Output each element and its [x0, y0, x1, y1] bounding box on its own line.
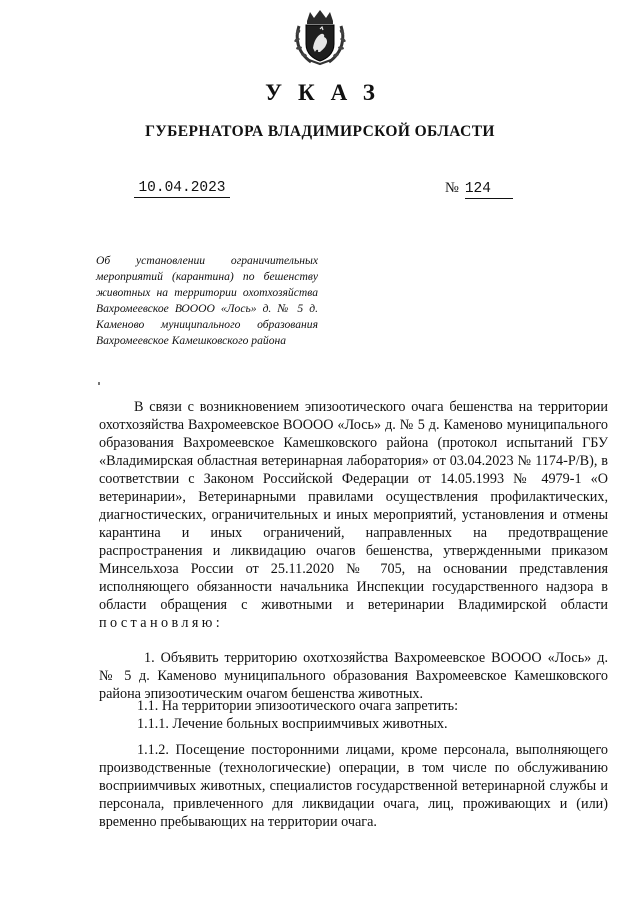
issuer-title: ГУБЕРНАТОРА ВЛАДИМИРСКОЙ ОБЛАСТИ — [145, 123, 495, 140]
number-label: № — [445, 180, 459, 196]
resolve-word: постановляю: — [99, 615, 224, 631]
preamble-text: В связи с возникновением эпизоотического очага бешенства на территории охотхозяйства Вахромеевское ВОООО «Лось» д. № 5 д. Каменово муниципального образования Вахромеевское Камешковского района (протокол испытаний ГБУ «Владимирская областная ветеринарная лаборатория» от 03.04.2023 № 1174-Р/В), в соответствии с Законом Российской Федерации от 14.05.1993 № 4979-1 «О ветеринарии», Ветеринарными правилами осуществления профилактических, диагностических, ограничительных и иных мероприятий, установления и отмены карантина и иных ограничений, направленных на предотвращение распространения и ликвидацию очагов бешенства, утвержденными приказом Минсельхоза России от 25.11.2020 № 705, на основании представления исполняющего обязанности начальника Инспекции государственного надзора в области обращения с животными и ветеринарии Владимирской области — [99, 399, 608, 613]
decree-date: 10.04.2023 — [134, 180, 230, 198]
decree-subject: Об установлении ограничительных мероприятий (карантина) по бешенству животных на территории охотхозяйства Вахромеевское ВОООО «Лось» д. № 5 д. Каменово муниципального образования Вахромеевское Камешковского района — [96, 254, 318, 347]
item-1-1-1: 1.1.1. Лечение больных восприимчивых животных. — [137, 716, 448, 732]
item-1-1-2: 1.1.2. Посещение посторонними лицами, кроме персонала, выполняющего производственные (технологические) операции, в том числе по обслуживанию восприимчивых животных, специалистов государственной ветеринарной службы и персонала, привлеченного для ликвидации очага, лиц, проживающих и (или) временно пребывающих на территории очага. — [99, 742, 608, 830]
scan-mark — [98, 382, 100, 385]
item-1-1: 1.1. На территории эпизоотического очага запретить: — [137, 698, 459, 714]
decree-number: 124 — [465, 181, 513, 199]
item-1: 1. Объявить территорию охотхозяйства Вахромеевское ВОООО «Лось» д. № 5 д. Каменово муниципального образования Вахромеевское Камешковского района эпизоотическим очагом бешенства животных. — [99, 650, 608, 702]
preamble-paragraph — [99, 398, 608, 632]
decree-number-block — [445, 180, 513, 199]
decree-title: УКАЗ — [265, 80, 391, 105]
coat-of-arms-icon — [293, 8, 347, 66]
